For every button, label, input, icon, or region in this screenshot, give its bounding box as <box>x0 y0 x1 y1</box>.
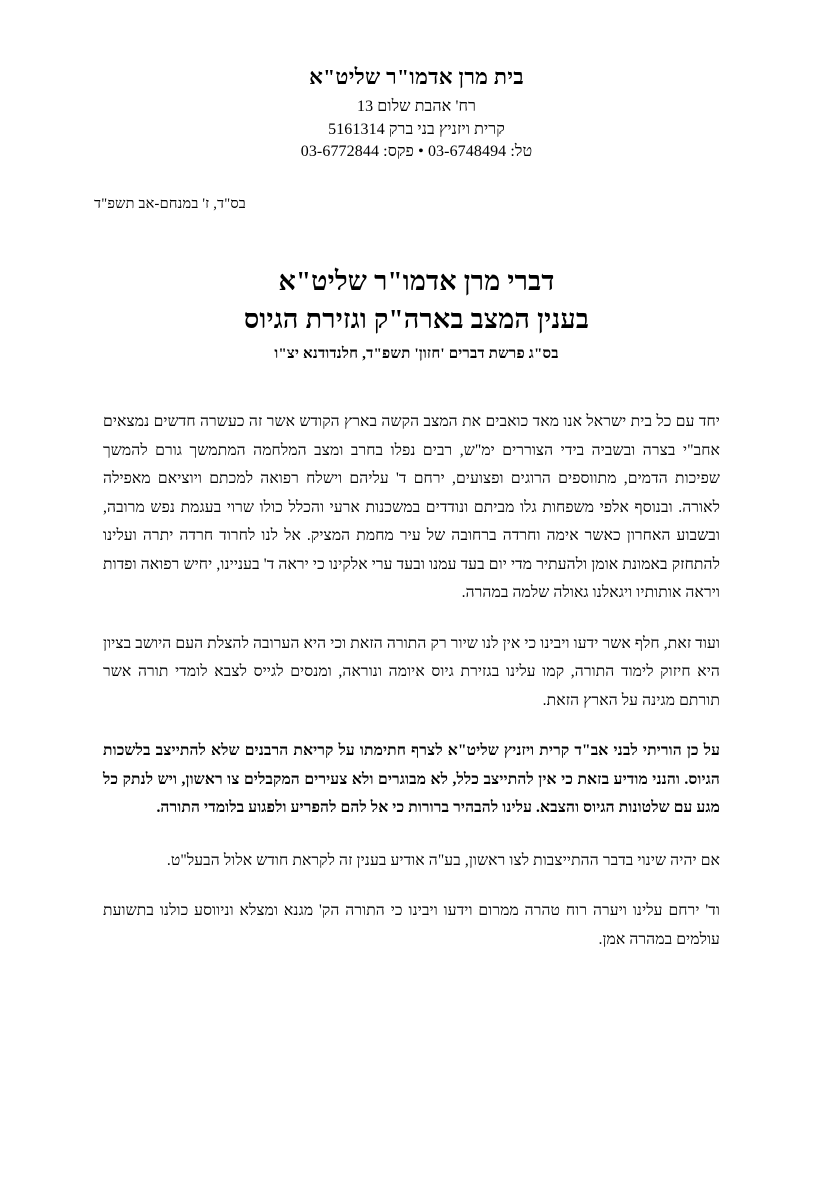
letterhead-street-address: רח' אהבת שלום 13 <box>357 97 476 115</box>
body-paragraph: אם יהיה שינוי בדבר ההתייצבות לצו ראשון, בע"ה אודיע בענין זה לקראת חודש אלול הבעל"ט. <box>166 851 720 869</box>
page-title-line-2: בענין המצב בארה"ק וגזירת הגיוס <box>243 304 590 335</box>
page-title-line-1: דברי מרן אדמו"ר שליט"א <box>278 266 555 296</box>
letterhead <box>0 64 833 164</box>
body-paragraph-emphasized: על כן הוריתי לבני אב"ד קרית ויזניץ שליט"א לצרף חתימתו על קריאת הרבנים שלא להתייצב בלשכות הגיוס. והנני מודיע בזאת כי אין להתייצב כלל, לא מבוגרים ולא צעירים המקבלים צו ראשון, ויש לנתק כל מגע עם שלטונות הגיוס והצבא. עלינו להבהיר ברורות כי אל להם להפריע ולפגוע בלומדי התורה. <box>103 742 720 816</box>
document-body <box>103 408 720 954</box>
dateline: בס"ד, ז' במנחם-אב תשפ"ד <box>94 196 246 212</box>
body-paragraph: ועוד זאת, חלף אשר ידעו ויבינו כי אין לנו שיור רק התורה הזאת וכי היא הערובה להצלת העם היושב בציון היא חיזוק לימוד התורה, קמו עלינו בגזירת גיוס איומה ונוראה, ומנסים לגייס לצבא לומדי תורה אשר תורתם מגינה על הארץ הזאת. <box>103 634 720 709</box>
letterhead-city-address: קרית ויזניץ בני ברק 5161314 <box>328 120 505 138</box>
letterhead-organization-name: בית מרן אדמו"ר שליט"א <box>309 65 524 89</box>
title-block <box>0 262 833 363</box>
body-paragraph: יחד עם כל בית ישראל אנו מאד כואבים את המצב הקשה בארץ הקודש אשר זה כעשרה חדשים נמצאים אחב"י בצרה ובשביה בידי הצוררים ימ"ש, רבים נפלו בחרב ומצב המלחמה המתמשך גורם להמשך שפיכות הדמים, מתווספים הרוגים ופצועים, ירחם ד' עליהם וישלח רפואה למכתם ויוציאם מאפילה לאורה. ובנוסף אלפי משפחות גלו מביתם ונודדים במשכנות ארעי והכלל כולו שרוי בעגמת נפש מרובה, ובשבוע האחרון כאשר אימה וחרדה ברחובה של עיר מחמת המציק. אל לנו לחרוד חרדה יתרה ועלינו להתחזק באמונת אומן ולהעתיר מדי יום בעד עמנו ובעד ערי אלקינו כי יראה ד' בעניינו, יחיש רפואה ופדות ויראה אותותיו ויגאלנו גאולה שלמה במהרה. <box>103 413 720 601</box>
page-subtitle: בס"ג פרשת דברים 'חזון' תשפ"ד, חלנדודנא יצ"ו <box>274 345 559 362</box>
letterhead-contact: טל: 03-6748494 • פקס: 03-6772844 <box>300 143 533 161</box>
body-paragraph-blessing: וד' ירחם עלינו ויערה רוח טהרה ממרום וידעו ויבינו כי התורה הק' מגנא ומצלא וניווסע כולנו בתשועת עולמים במהרה אמן. <box>103 902 720 948</box>
